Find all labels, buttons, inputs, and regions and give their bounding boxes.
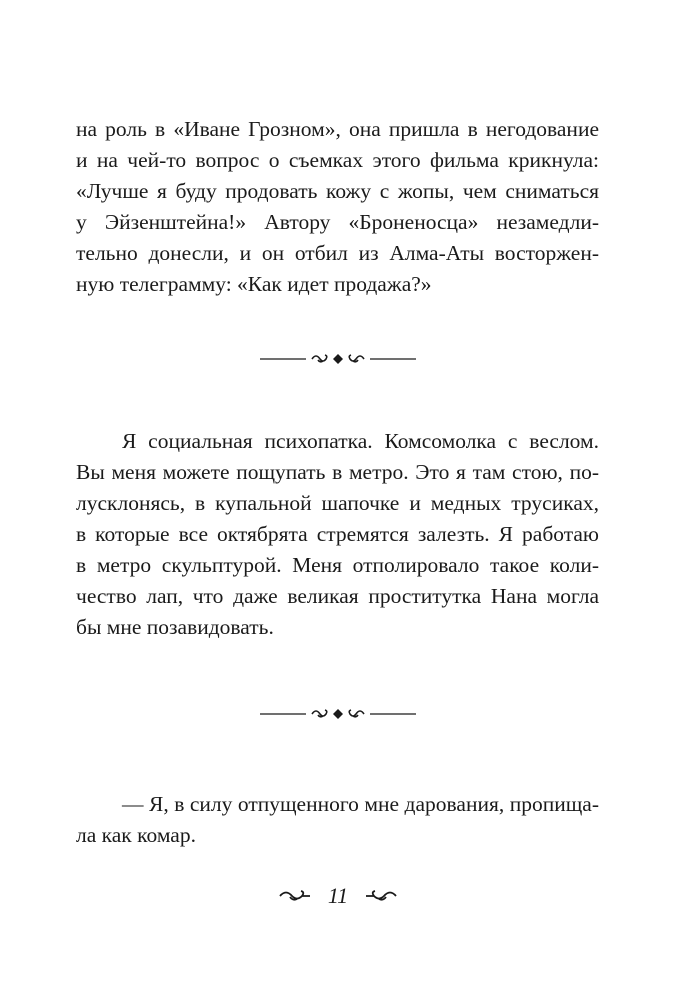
right-flourish-icon <box>364 888 398 904</box>
page-number: 11 <box>327 882 349 908</box>
text-line: чество лап, что даже великая проститутка Нана могла <box>76 584 599 608</box>
text-line: в метро скульптурой. Меня отполировало такое коли- <box>76 553 599 577</box>
text-line: бы мне позавидовать. <box>76 615 274 639</box>
paragraph-1 <box>76 114 599 300</box>
text-line: лусклонясь, в купальной шапочке и медных трусиках, <box>76 491 599 515</box>
text-line: Я социальная психопатка. Комсомолка с веслом. <box>122 429 599 453</box>
section-divider-ornament <box>0 702 676 726</box>
text-line: ную телеграмму: «Как идет продажа?» <box>76 272 432 296</box>
text-line: тельно донесли, и он отбил из Алма-Аты восторжен- <box>76 241 599 265</box>
text-line: на роль в «Иване Грозном», она пришла в негодование <box>76 117 599 141</box>
paragraph-3 <box>76 789 599 851</box>
text-line: в которые все октябрята стремятся залезть. Я работаю <box>76 522 599 546</box>
flourish-divider-icon <box>0 347 676 371</box>
text-line: Вы меня можете пощупать в метро. Это я там стою, по- <box>76 460 599 484</box>
page-footer <box>0 878 676 910</box>
text-line: «Лучше я буду продовать кожу с жопы, чем сниматься <box>76 179 599 203</box>
left-flourish-icon <box>278 888 312 904</box>
section-divider-ornament <box>0 347 676 371</box>
text-line: у Эйзенштейна!» Автору «Броненосца» незамедли- <box>76 210 599 234</box>
text-line: — Я, в силу отпущенного мне дарования, пропища- <box>122 792 599 816</box>
paragraph-2 <box>76 426 599 643</box>
text-line: ла как комар. <box>76 823 196 847</box>
text-line: и на чей-то вопрос о съемках этого фильма крикнула: <box>76 148 599 172</box>
flourish-divider-icon <box>0 702 676 726</box>
